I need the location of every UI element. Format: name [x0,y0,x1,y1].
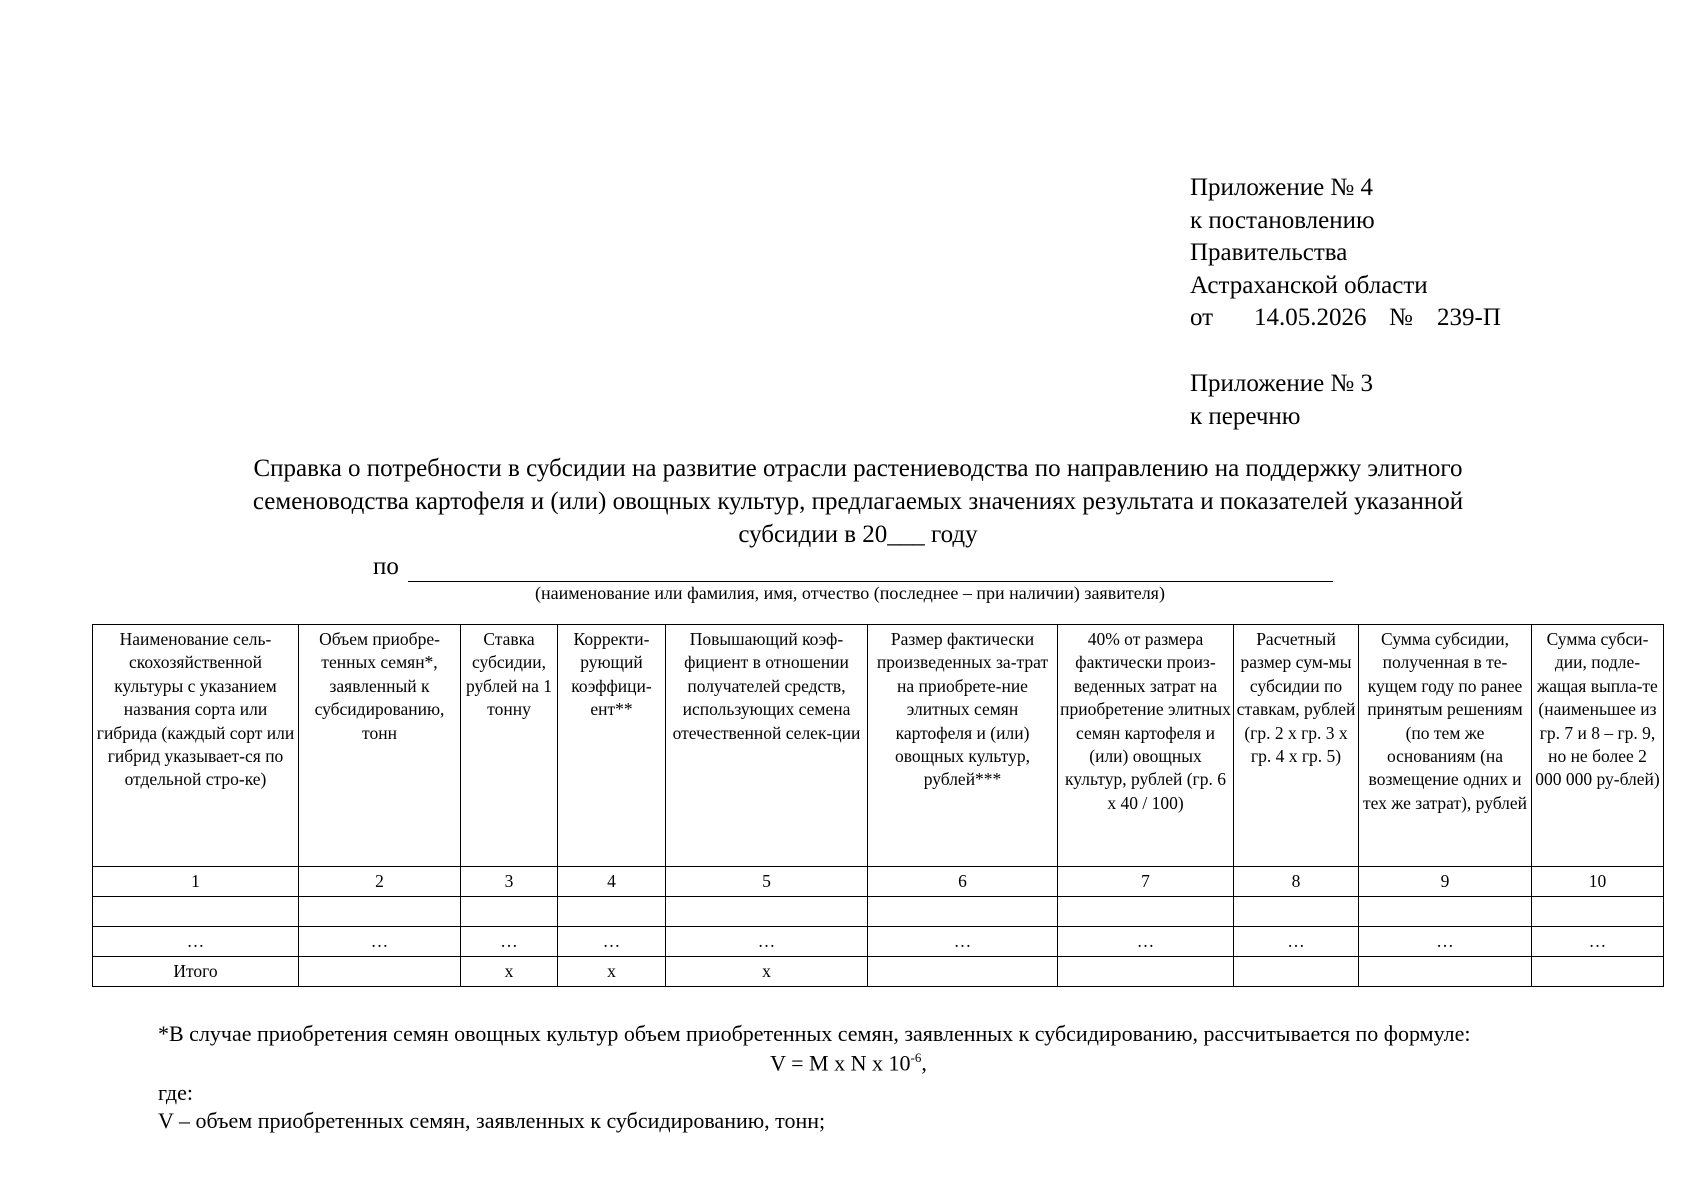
applicant-underline [408,581,1333,582]
table-cell: … [868,927,1058,957]
table-cell [299,897,461,927]
header-cell: Сумма субси-дии, подле-жащая выпла-те (наименьшее из гр. 7 и 8 – гр. 9, но не более 2 000 000 ру-блей) [1532,625,1664,867]
column-number: 2 [299,867,461,897]
table-cell [1058,897,1234,927]
table-cell [1234,957,1359,987]
table-cell: … [461,927,558,957]
table-cell: … [1532,927,1664,957]
table-cell [1234,897,1359,927]
table-row [93,927,1664,957]
table-cell [1058,957,1234,987]
header-cell: Повышающий коэф-фициент в отношении получателей средств, использующих семена отечественной селек-ции [666,625,868,867]
table-cell [1532,957,1664,987]
document-title [130,452,1586,551]
title-line-1: Справка о потребности в субсидии на развитие отрасли растениеводства по направлению на поддержку элитного [253,455,1463,482]
annex-4-line-4: Астраханской области [1190,271,1428,299]
table-cell [868,957,1058,987]
table-cell [1359,897,1532,927]
annex-4-title: Приложение № 4 [1190,174,1374,201]
formula-exponent: -6 [910,1050,922,1065]
header-cell: Размер фактически произведенных за-трат на приобрете-ние элитных семян картофеля и (или) овощных культур, рублей*** [868,625,1058,867]
table-cell [299,957,461,987]
applicant-field [373,553,399,581]
applicant-caption: (наименование или фамилия, имя, отчество (последнее – при наличии) заявителя) [535,583,1165,603]
column-number: 3 [461,867,558,897]
total-row [93,957,1664,987]
formula-main: V = M х N х 10 [770,1050,911,1076]
from-label: от [1190,304,1214,331]
table-cell [868,897,1058,927]
decree-number: 239-П [1437,304,1501,331]
subsidy-table [92,624,1664,987]
header-cell: 40% от размера фактически произ-веденных затрат на приобретение элитных семян картофеля и (или) овощных культур, рублей (гр. 6 х 40 / 100) [1058,625,1234,867]
header-cell: Ставка субсидии, рублей на 1 тонну [461,625,558,867]
column-number: 10 [1532,867,1664,897]
table-cell: … [666,927,868,957]
where-label: где: [158,1080,193,1105]
annex-3-title: Приложение № 3 [1190,370,1374,397]
annex-4-line-3: Правительства [1190,239,1348,266]
column-number: 7 [1058,867,1234,897]
column-number: 5 [666,867,868,897]
column-number: 4 [558,867,666,897]
title-line-3: субсидии в 20___ году [738,521,978,548]
table-cell: … [558,927,666,957]
volume-formula [0,1050,1697,1076]
table-cell: х [558,957,666,987]
table-cell: … [93,927,299,957]
header-cell: Расчетный размер сум-мы субсидии по ставкам, рублей (гр. 2 х гр. 3 х гр. 4 х гр. 5) [1234,625,1359,867]
table-cell [666,897,868,927]
annex-4-block [1190,172,1501,335]
annex-3-line-2: к перечню [1190,402,1301,430]
column-number: 9 [1359,867,1532,897]
column-number: 8 [1234,867,1359,897]
table-header-row [93,625,1664,867]
annex-4-line-2: к постановлению [1190,206,1375,234]
applicant-prefix: по [373,553,399,580]
column-number: 6 [868,867,1058,897]
table-cell: … [1359,927,1532,957]
annex-3-block [1190,368,1373,433]
table-cell [461,897,558,927]
title-line-2: семеноводства картофеля и (или) овощных культур, предлагаемых значениях результата и показателей указанной [252,488,1464,515]
table-cell: … [1058,927,1234,957]
table-cell: Итого [93,957,299,987]
header-cell: Сумма субсидии, полученная в те-кущем году по ранее принятым решениям (по тем же основаниям (на возмещение одних и тех же затрат), рублей [1359,625,1532,867]
number-sign: № [1389,304,1413,331]
v-definition: V – объем приобретенных семян, заявленных к субсидированию, тонн; [158,1108,826,1133]
table-row [93,897,1664,927]
table-cell [558,897,666,927]
column-number-row [93,867,1664,897]
table-cell [1532,897,1664,927]
table-cell: … [299,927,461,957]
table-cell [1359,957,1532,987]
decree-date: 14.05.2026 [1254,304,1367,331]
formula-end: , [921,1050,927,1076]
table-cell [93,897,299,927]
header-cell: Наименование сель-скохозяйственной культуры с указанием названия сорта или гибрида (каждый сорт или гибрид указывает-ся по отдельной стро-ке) [93,625,299,867]
table-cell: … [1234,927,1359,957]
footnote-text: *В случае приобретения семян овощных культур объем приобретенных семян, заявленных к субсидированию, рассчитывается по формуле: [158,1021,1471,1046]
column-number: 1 [93,867,299,897]
table-cell: х [461,957,558,987]
header-cell: Объем приобре-тенных семян*, заявленный к субсидированию, тонн [299,625,461,867]
table-cell: х [666,957,868,987]
annex-4-date-line [1190,302,1501,335]
header-cell: Корректи-рующий коэффици-ент** [558,625,666,867]
